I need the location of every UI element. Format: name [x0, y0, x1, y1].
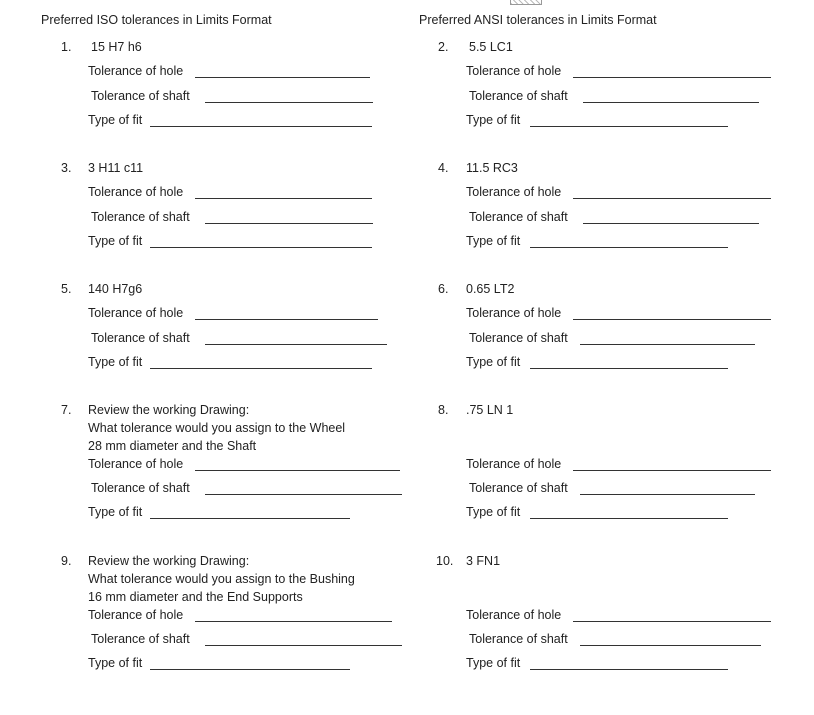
problem-4-fit-label: Type of fit	[466, 234, 521, 248]
problem-4-hole-answer-line[interactable]	[573, 198, 771, 199]
problem-10-hole-answer-line[interactable]	[573, 621, 771, 622]
problem-9-hole-label: Tolerance of hole	[88, 608, 184, 622]
problem-6-hole-label: Tolerance of hole	[466, 306, 562, 320]
problem-2-hole-answer-line[interactable]	[573, 77, 771, 78]
problem-10-shaft-label: Tolerance of shaft	[469, 632, 568, 646]
problem-1-hole-answer-line[interactable]	[195, 77, 370, 78]
problem-2-spec: 5.5 LC1	[469, 40, 513, 54]
problem-1-fit-label: Type of fit	[88, 113, 143, 127]
problem-5-spec: 140 H7g6	[88, 282, 143, 296]
problem-6-fit-label: Type of fit	[466, 355, 521, 369]
problem-8-fit-label: Type of fit	[466, 505, 521, 519]
problem-1-spec: 15 H7 h6	[91, 40, 142, 54]
problem-5-number: 5.	[61, 282, 72, 296]
problem-7-detail: 28 mm diameter and the Shaft	[88, 439, 257, 453]
problem-8-fit-answer-line[interactable]	[530, 518, 728, 519]
problem-7-hole-label: Tolerance of hole	[88, 457, 184, 471]
header-iso: Preferred ISO tolerances in Limits Format	[41, 13, 272, 27]
problem-9-fit-label: Type of fit	[88, 656, 143, 670]
problem-9-detail: 16 mm diameter and the End Supports	[88, 590, 303, 604]
problem-1-hole-label: Tolerance of hole	[88, 64, 184, 78]
problem-9-spec: Review the working Drawing:	[88, 554, 250, 568]
header-ansi: Preferred ANSI tolerances in Limits Format	[419, 13, 657, 27]
problem-7-hole-answer-line[interactable]	[195, 470, 400, 471]
problem-1-shaft-answer-line[interactable]	[205, 102, 373, 103]
hatched-mark-icon	[510, 0, 542, 5]
problem-10-number: 10.	[436, 554, 454, 568]
problem-2-fit-answer-line[interactable]	[530, 126, 728, 127]
problem-2-fit-label: Type of fit	[466, 113, 521, 127]
problem-4-fit-answer-line[interactable]	[530, 247, 728, 248]
problem-4-hole-label: Tolerance of hole	[466, 185, 562, 199]
problem-5-hole-answer-line[interactable]	[195, 319, 378, 320]
problem-10-hole-label: Tolerance of hole	[466, 608, 562, 622]
problem-4-spec: 11.5 RC3	[466, 161, 518, 175]
problem-8-hole-answer-line[interactable]	[573, 470, 771, 471]
problem-7-shaft-label: Tolerance of shaft	[91, 481, 190, 495]
problem-6-fit-answer-line[interactable]	[530, 368, 728, 369]
problem-10-shaft-answer-line[interactable]	[580, 645, 761, 646]
problem-5-shaft-label: Tolerance of shaft	[91, 331, 190, 345]
problem-6-shaft-label: Tolerance of shaft	[469, 331, 568, 345]
problem-6-number: 6.	[438, 282, 449, 296]
problem-1-shaft-label: Tolerance of shaft	[91, 89, 190, 103]
problem-3-fit-answer-line[interactable]	[150, 247, 372, 248]
problem-1-number: 1.	[61, 40, 72, 54]
problem-1-fit-answer-line[interactable]	[150, 126, 372, 127]
problem-2-number: 2.	[438, 40, 449, 54]
problem-9-number: 9.	[61, 554, 72, 568]
problem-6-spec: 0.65 LT2	[466, 282, 515, 296]
problem-8-spec: .75 LN 1	[466, 403, 514, 417]
problem-6-hole-answer-line[interactable]	[573, 319, 771, 320]
problem-8-hole-label: Tolerance of hole	[466, 457, 562, 471]
problem-7-spec: Review the working Drawing:	[88, 403, 250, 417]
problem-5-hole-label: Tolerance of hole	[88, 306, 184, 320]
problem-7-shaft-answer-line[interactable]	[205, 494, 402, 495]
problem-5-fit-label: Type of fit	[88, 355, 143, 369]
problem-8-number: 8.	[438, 403, 449, 417]
problem-10-fit-label: Type of fit	[466, 656, 521, 670]
problem-3-shaft-answer-line[interactable]	[205, 223, 373, 224]
problem-3-hole-answer-line[interactable]	[195, 198, 372, 199]
problem-5-fit-answer-line[interactable]	[150, 368, 372, 369]
problem-9-question: What tolerance would you assign to the Bushing	[88, 572, 355, 586]
problem-9-shaft-answer-line[interactable]	[205, 645, 402, 646]
problem-8-shaft-answer-line[interactable]	[580, 494, 755, 495]
problem-7-fit-answer-line[interactable]	[150, 518, 350, 519]
problem-4-shaft-label: Tolerance of shaft	[469, 210, 568, 224]
problem-9-hole-answer-line[interactable]	[195, 621, 392, 622]
problem-3-shaft-label: Tolerance of shaft	[91, 210, 190, 224]
problem-7-number: 7.	[61, 403, 72, 417]
problem-10-fit-answer-line[interactable]	[530, 669, 728, 670]
problem-7-fit-label: Type of fit	[88, 505, 143, 519]
problem-4-shaft-answer-line[interactable]	[583, 223, 759, 224]
problem-8-shaft-label: Tolerance of shaft	[469, 481, 568, 495]
problem-9-shaft-label: Tolerance of shaft	[91, 632, 190, 646]
problem-3-spec: 3 H11 c11	[88, 161, 144, 175]
problem-3-number: 3.	[61, 161, 72, 175]
problem-3-hole-label: Tolerance of hole	[88, 185, 184, 199]
problem-10-spec: 3 FN1	[466, 554, 501, 568]
problem-4-number: 4.	[438, 161, 449, 175]
problem-3-fit-label: Type of fit	[88, 234, 143, 248]
problem-5-shaft-answer-line[interactable]	[205, 344, 387, 345]
problem-2-shaft-label: Tolerance of shaft	[469, 89, 568, 103]
problem-2-shaft-answer-line[interactable]	[583, 102, 759, 103]
problem-7-question: What tolerance would you assign to the Wheel	[88, 421, 346, 435]
problem-2-hole-label: Tolerance of hole	[466, 64, 562, 78]
problem-9-fit-answer-line[interactable]	[150, 669, 350, 670]
problem-6-shaft-answer-line[interactable]	[580, 344, 755, 345]
